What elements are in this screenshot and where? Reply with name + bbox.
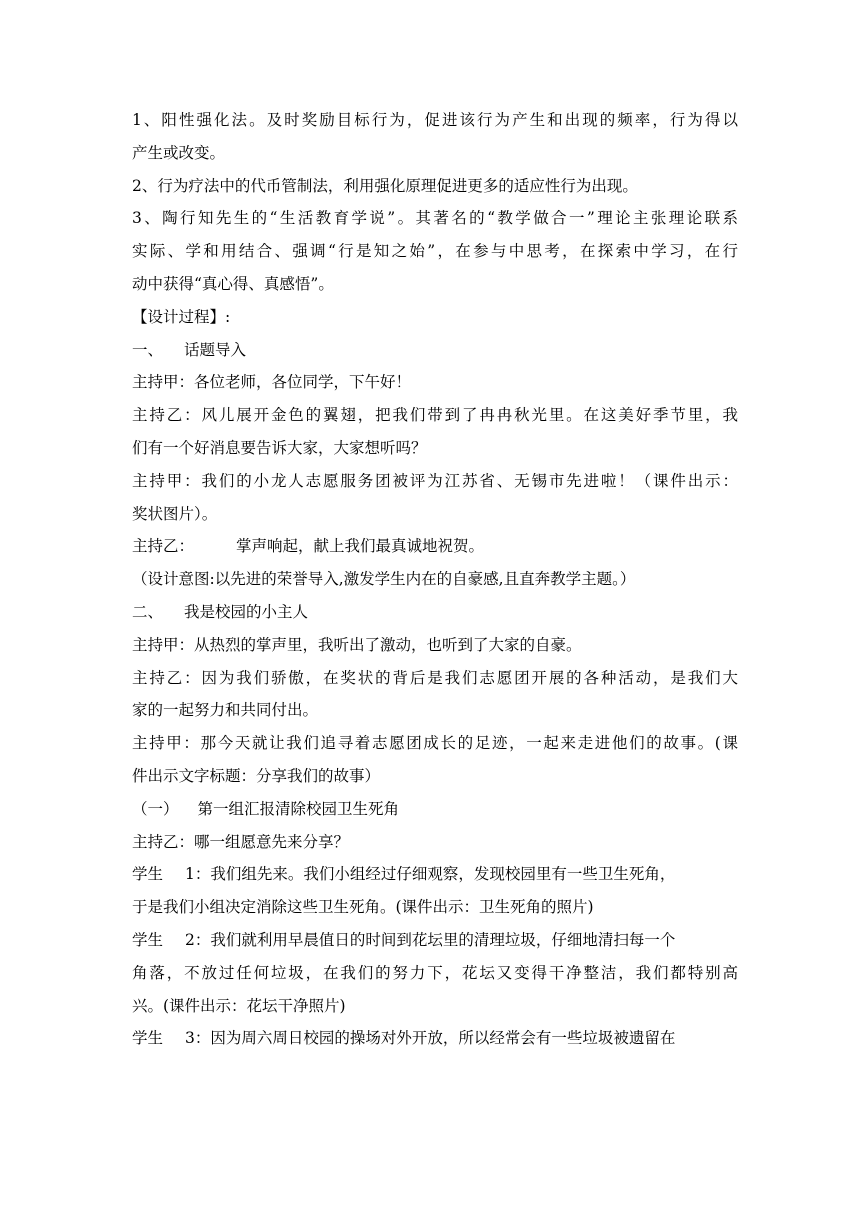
subsection-title [132, 793, 738, 826]
section-title-1 [132, 334, 738, 367]
text-line: 奖状图片）。 [132, 504, 218, 523]
speech-text: 掌声响起，献上我们最真诚地祝贺。 [236, 537, 485, 556]
student-line [132, 1022, 738, 1055]
section-heading: 【设计过程】: [132, 307, 231, 326]
section-label: 我是校园的小主人 [184, 602, 309, 621]
section-number: 二、 [132, 602, 164, 621]
section-number: 一、 [132, 340, 164, 359]
text-line: 主持乙：风儿展开金色的翼翅，把我们带到了冉冉秋光里。在这美好季节里，我 [132, 406, 738, 425]
section-label: 话题导入 [184, 340, 247, 359]
student-label: 学生 [132, 930, 164, 949]
subsection-number: （一） [132, 799, 179, 818]
speaker-label: 主持乙： [132, 537, 195, 556]
student-text: 1：我们组先来。我们小组经过仔细观察，发现校园里有一些卫生死角， [185, 865, 676, 884]
text-line: 于是我们小组决定消除这些卫生死角。(课件出示：卫生死角的照片) [132, 898, 594, 917]
text-line: 角落，不放过任何垃圾，在我们的努力下，花坛又变得干净整洁，我们都特别高 [132, 963, 738, 982]
text-line: 主持乙：因为我们骄傲，在奖状的背后是我们志愿团开展的各种活动，是我们大 [132, 668, 738, 687]
text-line: 主持甲：从热烈的掌声里，我听出了激动，也听到了大家的自豪。 [132, 635, 582, 654]
student-line [132, 858, 738, 891]
text-line: 实际、学和用结合、强调“行是知之始”，在参与中思考，在探索中学习，在行 [132, 242, 738, 261]
student-line [132, 924, 738, 957]
text-line: 主持甲：那今天就让我们追寻着志愿团成长的足迹，一起来走进他们的故事。(课 [132, 734, 738, 753]
text-line: 主持乙：哪一组愿意先来分享？ [132, 832, 350, 851]
text-line: 2、行为疗法中的代币管制法，利用强化原理促进更多的适应性行为出现。 [132, 176, 638, 195]
document-page [132, 104, 738, 1055]
student-text: 2：我们就利用早晨值日的时间到花坛里的清理垃圾，仔细地清扫每一个 [185, 930, 676, 949]
section-title-2 [132, 596, 738, 629]
text-line: 3、陶行知先生的“生活教育学说”。其著名的“教学做合一”理论主张理论联系 [132, 209, 738, 228]
design-intent-note: （设计意图:以先进的荣誉导入,激发学生内在的自豪感,且直奔教学主题。） [132, 570, 636, 589]
text-line: 家的一起努力和共同付出。 [132, 701, 319, 720]
text-line: 们有一个好消息要告诉大家，大家想听吗？ [132, 438, 427, 457]
text-line: 1、阳性强化法。及时奖励目标行为，促进该行为产生和出现的频率，行为得以 [132, 111, 738, 129]
text-line: 产生或改变。 [132, 143, 226, 162]
text-line-with-gap [132, 530, 738, 563]
student-label: 学生 [132, 865, 164, 884]
text-line: 件出示文字标题：分享我们的故事） [132, 766, 381, 785]
student-label: 学生 [132, 1029, 164, 1048]
subsection-label: 第一组汇报清除校园卫生死角 [197, 799, 400, 818]
text-line: 主持甲：我们的小龙人志愿服务团被评为江苏省、无锡市先进啦！（课件出示： [132, 471, 738, 490]
text-line: 主持甲：各位老师，各位同学，下午好！ [132, 373, 412, 392]
student-text: 3：因为周六周日校园的操场对外开放，所以经常会有一些垃圾被遗留在 [185, 1029, 676, 1048]
text-line: 兴。(课件出示：花坛干净照片) [132, 996, 346, 1015]
text-line: 动中获得“真心得、真感悟”。 [132, 274, 334, 293]
